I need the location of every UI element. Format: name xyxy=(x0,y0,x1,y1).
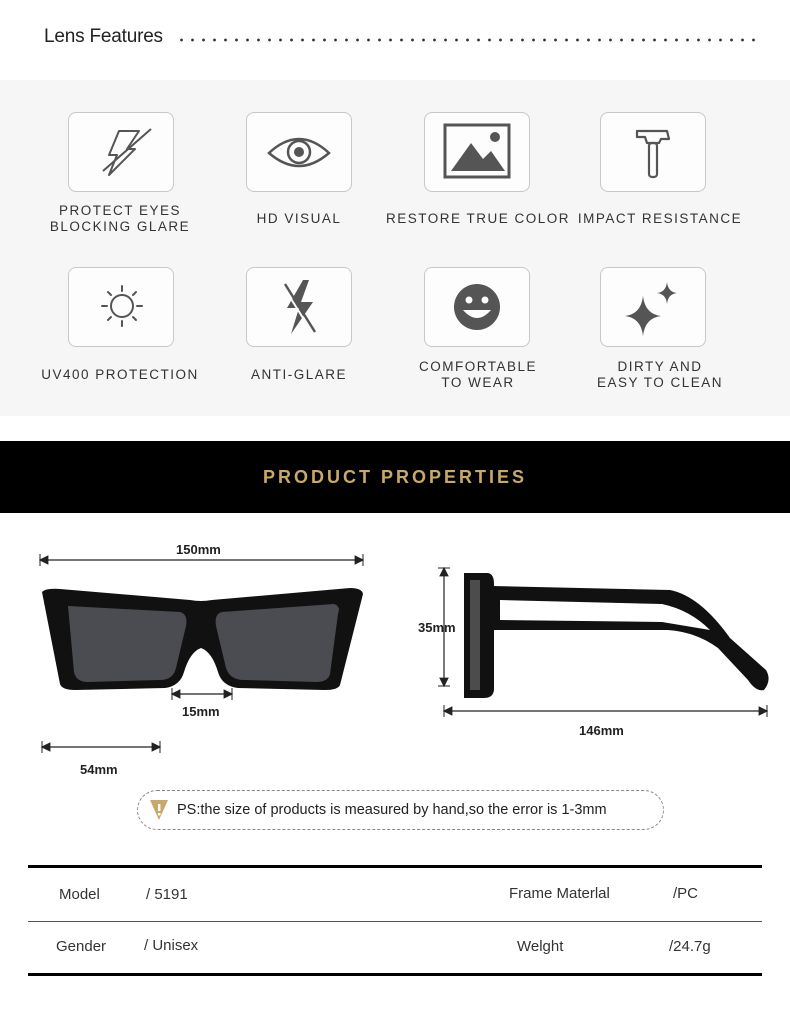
lightning-icon xyxy=(68,112,174,192)
dimension-total-width: 150mm xyxy=(176,542,221,557)
hammer-icon xyxy=(600,112,706,192)
feature-label: ANTI-GLARE xyxy=(250,367,347,382)
no-lightning-icon xyxy=(246,267,352,347)
feature-label: PROTECT EYES xyxy=(58,203,182,218)
feature-label: RESTORE TRUE COLOR xyxy=(385,211,571,226)
spec-value-weight: /24.7g xyxy=(669,938,711,955)
feature-label: DIRTY AND xyxy=(617,359,703,374)
table-divider xyxy=(28,921,762,922)
note-text: PS:the size of products is measured by hand,so the error is 1-3mm xyxy=(177,802,607,818)
dimension-lens-width: 54mm xyxy=(80,762,118,777)
spec-label-frame-material: Frame Materlal xyxy=(509,885,610,902)
feature-label: EASY TO CLEAN xyxy=(596,375,724,390)
spec-value-model: / 5191 xyxy=(146,886,188,903)
spec-value-frame-material: /PC xyxy=(673,885,699,902)
feature-label: UV400 PROTECTION xyxy=(41,367,199,382)
eye-icon xyxy=(246,112,352,192)
side-view-diagram xyxy=(400,540,790,740)
dimension-temple-length: 146mm xyxy=(579,723,624,738)
warning-icon xyxy=(148,798,170,822)
section-title: Lens Features xyxy=(44,26,163,47)
feature-label: TO WEAR xyxy=(441,375,515,390)
spec-label-gender: Gender xyxy=(56,938,107,955)
feature-label: HD VISUAL xyxy=(256,211,342,226)
feature-label: BLOCKING GLARE xyxy=(49,219,191,234)
dotted-divider xyxy=(176,38,756,42)
sun-icon xyxy=(68,267,174,347)
feature-label: IMPACT RESISTANCE xyxy=(577,211,743,226)
feature-label: COMFORTABLE xyxy=(418,359,537,374)
dimension-bridge: 15mm xyxy=(182,704,220,719)
smiley-icon xyxy=(424,267,530,347)
sparkle-icon xyxy=(600,267,706,347)
spec-label-weight: Welght xyxy=(517,938,564,955)
spec-value-gender: / Unisex xyxy=(144,937,199,954)
table-top-border xyxy=(28,865,762,868)
table-bottom-border xyxy=(28,973,762,976)
landscape-image-icon xyxy=(424,112,530,192)
spec-label-model: Model xyxy=(59,886,100,903)
front-view-diagram xyxy=(0,540,400,780)
banner-title: PRODUCT PROPERTIES xyxy=(262,467,528,487)
dimension-lens-height: 35mm xyxy=(418,620,456,635)
